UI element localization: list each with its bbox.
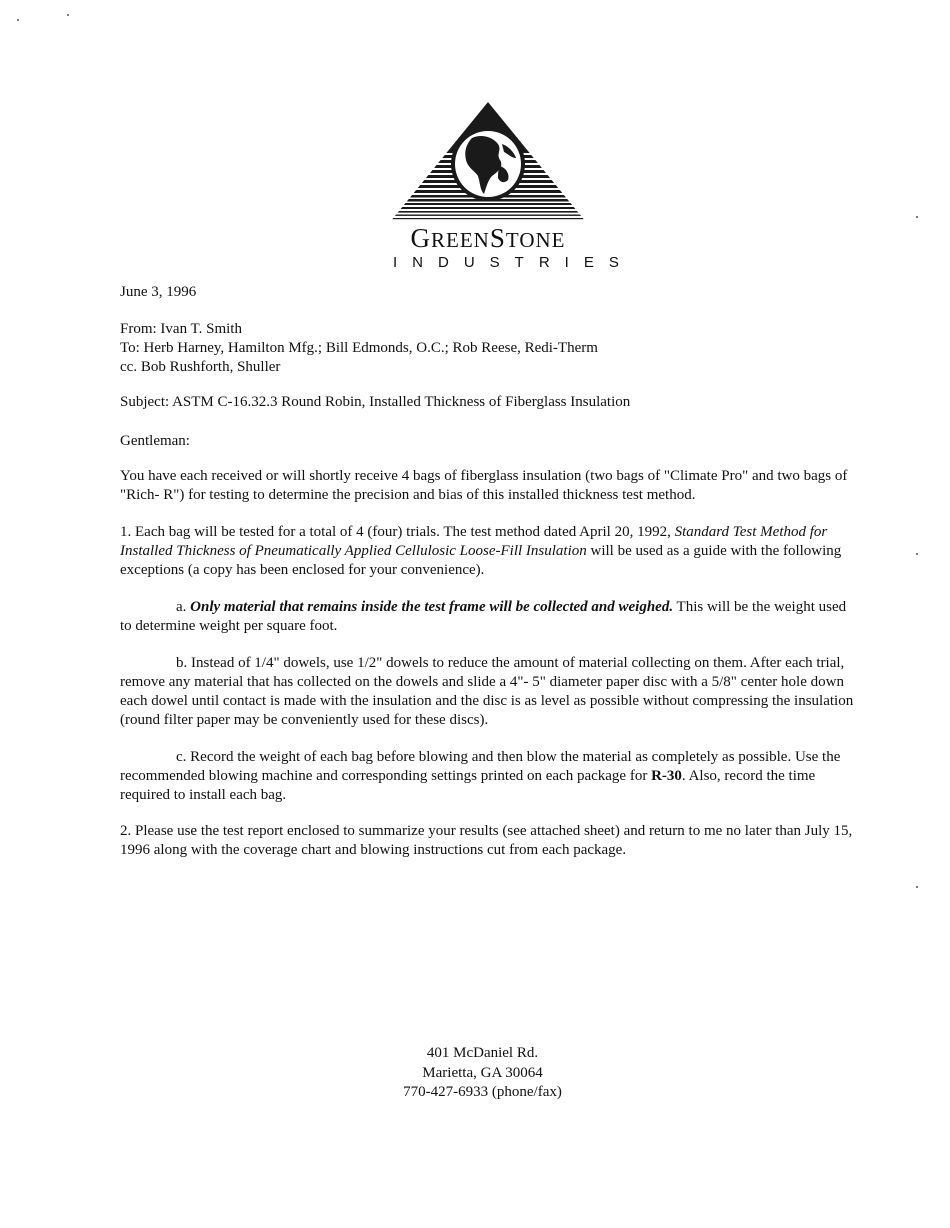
letter-salutation: Gentleman: xyxy=(120,433,190,449)
item-1-text: 1. Each bag will be tested for a total of 4 (four) trials. The test method dated April 20, 1992, xyxy=(120,524,675,540)
item-a-text: This will be the weight used to determine weight per square foot. xyxy=(120,599,847,634)
scan-speck xyxy=(67,14,69,16)
address-phone: 770-427-6933 (phone/fax) xyxy=(403,1084,562,1100)
scan-speck xyxy=(916,216,918,218)
scan-speck xyxy=(17,19,19,21)
globe-triangle-icon xyxy=(388,100,588,224)
letter-from: From: Ivan T. Smith xyxy=(120,321,242,337)
item-c-paragraph xyxy=(120,748,855,805)
company-subtitle: INDUSTRIES xyxy=(393,254,634,271)
letter-subject: Subject: ASTM C-16.32.3 Round Robin, Installed Thickness of Fiberglass Insulation xyxy=(120,394,631,410)
company-name-part: TONE xyxy=(505,228,566,252)
company-address xyxy=(340,1044,625,1103)
intro-paragraph: You have each received or will shortly receive 4 bags of fiberglass insulation (two bags of "Climate Pro" and two bags of "Rich- R") for testing to determine the precision and bias of this installed thickness test method. xyxy=(120,468,848,503)
item-a-label: a. xyxy=(176,599,191,615)
item-c-text: c. Record the weight of each bag before blowing and then blow the material as completely as possible. Use the recommended blowing machine and corresponding settings printed on each package for xyxy=(120,749,841,784)
company-name-part: G xyxy=(410,223,432,253)
item-a-paragraph xyxy=(120,598,855,636)
item-b-paragraph: b. Instead of 1/4" dowels, use 1/2" dowels to reduce the amount of material collecting on them. After each trial, remove any material that has collected on the dowels and slide a 4"- 5" diameter paper disc with a 5/8" center hole down each dowel until contact is made with the insulation and the disc is as level as possible without compressing the insulation (round filter paper may be conveniently used for these discs). xyxy=(120,655,854,728)
scan-speck xyxy=(916,553,918,555)
letter-cc: cc. Bob Rushforth, Shuller xyxy=(120,359,281,375)
item-1-text: will be used as a guide with the following exceptions (a copy has been enclosed for your convenience). xyxy=(120,543,842,578)
company-logo xyxy=(378,100,634,272)
item-c-text: . Also, record the time required to install each bag. xyxy=(120,768,816,803)
company-name xyxy=(378,224,598,254)
letter-to: To: Herb Harney, Hamilton Mfg.; Bill Edmonds, O.C.; Rob Reese, Redi-Therm xyxy=(120,340,598,356)
test-method-title: Standard Test Method for Installed Thickness of Pneumatically Applied Cellulosic Loose-Fill Insulation xyxy=(120,524,828,559)
item-2-paragraph: 2. Please use the test report enclosed to summarize your results (see attached sheet) and return to me no later than July 15, 1996 along with the coverage chart and blowing instructions cut from each package. xyxy=(120,823,853,858)
r-value-label: R-30 xyxy=(651,768,682,784)
letter-header xyxy=(120,320,855,377)
company-name-part: REEN xyxy=(431,228,490,252)
address-city: Marietta, GA 30064 xyxy=(422,1064,543,1081)
letter-date: June 3, 1996 xyxy=(120,284,197,300)
address-street: 401 McDaniel Rd. xyxy=(426,1045,539,1061)
item-1-paragraph xyxy=(120,523,855,580)
company-name-part: S xyxy=(489,223,506,253)
scan-speck xyxy=(916,886,918,888)
item-a-emphasis: Only material that remains inside the test frame will be collected and weighed. xyxy=(190,599,674,615)
